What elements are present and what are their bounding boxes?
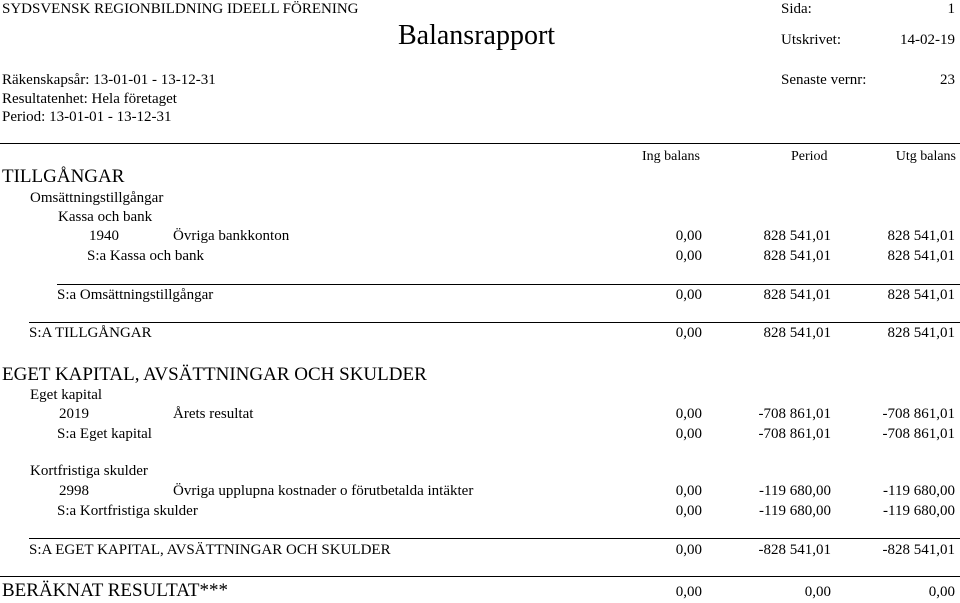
utg-value: -708 861,01 (882, 426, 955, 442)
cash-bank-heading: Kassa och bank (58, 209, 153, 225)
printed-label: Utskrivet: (781, 32, 841, 48)
report-title: Balansrapport (398, 20, 556, 51)
liabilities-heading: EGET KAPITAL, AVSÄTTNINGAR OCH SKULDER (2, 364, 427, 385)
current-assets-heading: Omsättningstillgångar (30, 190, 164, 206)
organization-name: SYDSVENSK REGIONBILDNING IDEELL FÖRENING (2, 1, 359, 17)
column-header-utg: Utg balans (895, 149, 956, 164)
account-number: 2019 (59, 406, 89, 422)
utg-value: -119 680,00 (883, 483, 955, 499)
ing-value: 0,00 (675, 287, 702, 303)
short-term-liabilities-heading: Kortfristiga skulder (30, 463, 148, 479)
sum-label: S:a Eget kapital (57, 426, 152, 442)
period-value: -828 541,01 (758, 542, 831, 558)
account-name: Övriga upplupna kostnader o förutbetalda intäkter (173, 483, 474, 499)
utg-value: -119 680,00 (883, 503, 955, 519)
header-divider (0, 143, 960, 144)
page-number: 1 (947, 1, 955, 17)
utg-value: 828 541,01 (887, 248, 955, 264)
ing-value: 0,00 (675, 503, 702, 519)
utg-value: -828 541,01 (882, 542, 955, 558)
period-value: 828 541,01 (763, 248, 831, 264)
sum-divider (29, 322, 960, 323)
sum-label: S:A EGET KAPITAL, AVSÄTTNINGAR OCH SKULDER (29, 542, 391, 558)
period-value: -119 680,00 (759, 483, 831, 499)
utg-value: 0,00 (928, 584, 955, 600)
period-value: -708 861,01 (758, 426, 831, 442)
sum-label: S:a Kortfristiga skulder (57, 503, 198, 519)
equity-heading: Eget kapital (30, 387, 103, 403)
fiscal-year: Räkenskapsår: 13-01-01 - 13-12-31 (2, 72, 216, 88)
ing-value: 0,00 (675, 325, 702, 341)
utg-value: 828 541,01 (887, 287, 955, 303)
period-value: 828 541,01 (763, 228, 831, 244)
assets-heading: TILLGÅNGAR (2, 166, 125, 187)
ing-value: 0,00 (675, 542, 702, 558)
sum-label: S:a Omsättningstillgångar (57, 287, 214, 303)
sum-divider (29, 538, 960, 539)
ing-value: 0,00 (675, 406, 702, 422)
period-value: 0,00 (804, 584, 831, 600)
result-unit: Resultatenhet: Hela företaget (2, 91, 177, 107)
ing-value: 0,00 (675, 228, 702, 244)
ing-value: 0,00 (675, 584, 702, 600)
ing-value: 0,00 (675, 248, 702, 264)
ing-value: 0,00 (675, 483, 702, 499)
column-header-period: Period (791, 149, 828, 164)
report-period: Period: 13-01-01 - 13-12-31 (2, 109, 172, 125)
sum-label: S:a Kassa och bank (87, 248, 205, 264)
latest-vernr-value: 23 (940, 72, 955, 88)
sum-divider (57, 284, 960, 285)
sum-label: S:A TILLGÅNGAR (29, 325, 152, 341)
page-label: Sida: (781, 1, 812, 17)
result-divider (0, 576, 960, 577)
latest-vernr-label: Senaste vernr: (781, 72, 867, 88)
column-header-ing: Ing balans (642, 149, 700, 164)
period-value: -119 680,00 (759, 503, 831, 519)
period-value: 828 541,01 (763, 325, 831, 341)
account-number: 1940 (89, 228, 119, 244)
result-label: BERÄKNAT RESULTAT*** (2, 580, 228, 601)
printed-date: 14-02-19 (900, 32, 955, 48)
ing-value: 0,00 (675, 426, 702, 442)
account-number: 2998 (59, 483, 89, 499)
utg-value: 828 541,01 (887, 228, 955, 244)
utg-value: -708 861,01 (882, 406, 955, 422)
period-value: 828 541,01 (763, 287, 831, 303)
utg-value: 828 541,01 (887, 325, 955, 341)
period-value: -708 861,01 (758, 406, 831, 422)
account-name: Årets resultat (173, 406, 254, 422)
account-name: Övriga bankkonton (173, 228, 290, 244)
